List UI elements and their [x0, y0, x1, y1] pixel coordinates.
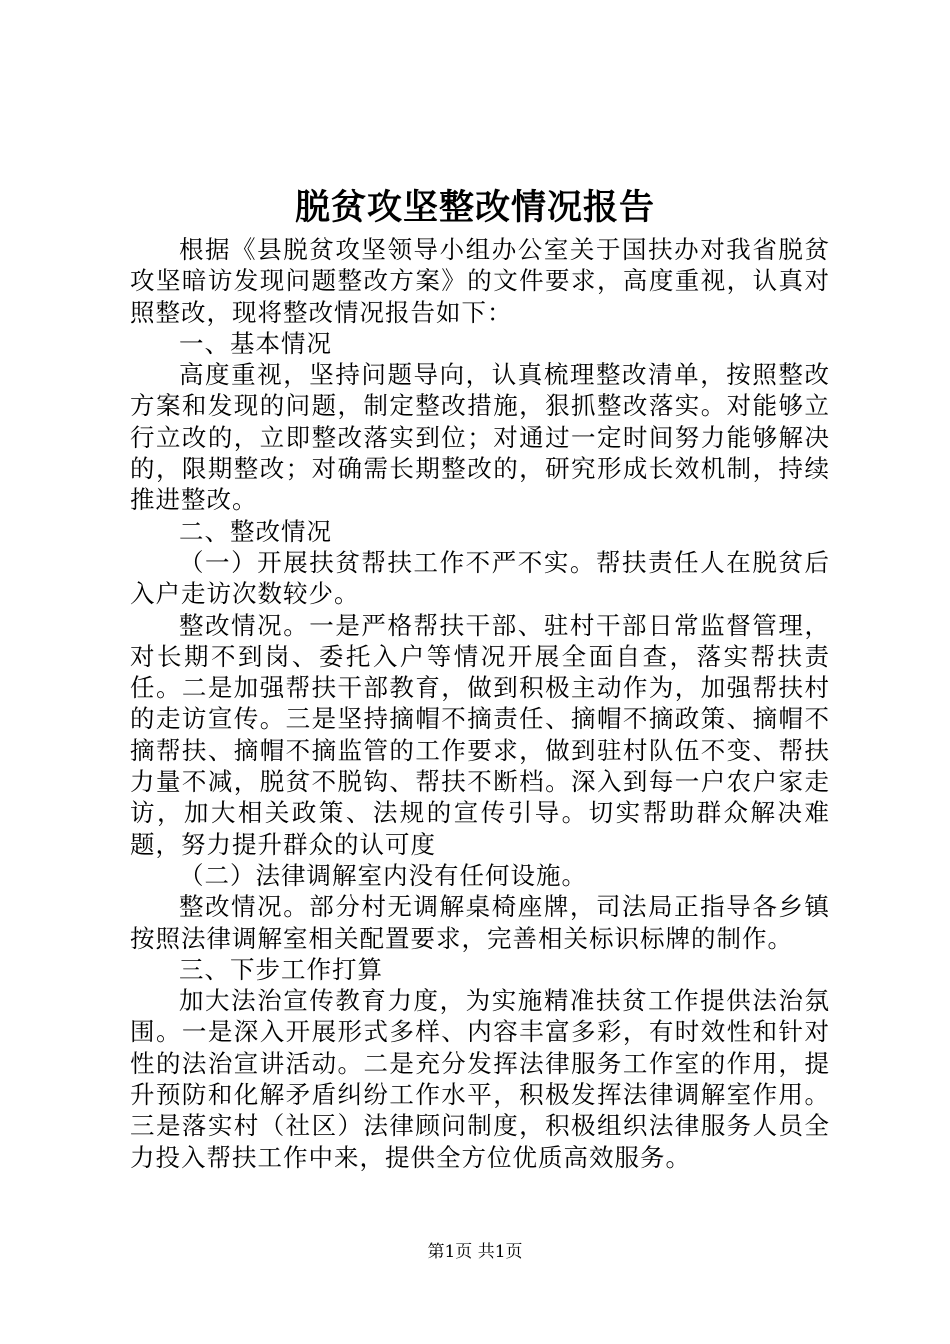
basic-situation-paragraph: 高度重视，坚持问题导向，认真梳理整改清单，按照整改方案和发现的问题，制定整改措施，狠抓整改落实。对能够立行立改的，立即整改落实到位；对通过一定时间努力能够解决的，限期整改；对确需长期整改的，研究形成长效机制，持续推进整改。: [130, 360, 830, 515]
issue-one-rectification-paragraph: 整改情况。一是严格帮扶干部、驻村干部日常监督管理，对长期不到岗、委托入户等情况开展全面自查，落实帮扶责任。二是加强帮扶干部教育，做到积极主动作为，加强帮扶村的走访宣传。三是坚持摘帽不摘责任、摘帽不摘政策、摘帽不摘帮扶、摘帽不摘监管的工作要求，做到驻村队伍不变、帮扶力量不减，脱贫不脱钩、帮扶不断档。深入到每一户农户家走访，加大相关政策、法规的宣传引导。切实帮助群众解决难题，努力提升群众的认可度: [130, 610, 830, 859]
section-heading-rectification: 二、整改情况: [179, 516, 332, 546]
document-body: [130, 234, 830, 1173]
issue-two-paragraph: （二）法律调解室内没有任何设施。: [179, 860, 587, 890]
issue-two-rectification-paragraph: 整改情况。部分村无调解桌椅座牌，司法局正指导各乡镇按照法律调解室相关配置要求，完善相关标识标牌的制作。: [130, 892, 830, 953]
page-number-footer: 第1页 共1页: [427, 1242, 523, 1262]
document-title: 脱贫攻坚整改情况报告: [294, 187, 655, 228]
intro-paragraph: 根据《县脱贫攻坚领导小组办公室关于国扶办对我省脱贫攻坚暗访发现问题整改方案》的文件要求，高度重视，认真对照整改，现将整改情况报告如下：: [130, 235, 830, 327]
section-heading-basic: 一、基本情况: [179, 328, 332, 358]
next-steps-paragraph: 加大法治宣传教育力度，为实施精准扶贫工作提供法治氛围。一是深入开展形式多样、内容丰富多彩，有时效性和针对性的法治宣讲活动。二是充分发挥法律服务工作室的作用，提升预防和化解矛盾纠纷工作水平，积极发挥法律调解室作用。三是落实村（社区）法律顾问制度，积极组织法律服务人员全力投入帮扶工作中来，提供全方位优质高效服务。: [130, 986, 830, 1172]
issue-one-paragraph: （一）开展扶贫帮扶工作不严不实。帮扶责任人在脱贫后入户走访次数较少。: [130, 547, 830, 609]
section-heading-next-steps: 三、下步工作打算: [179, 954, 383, 984]
